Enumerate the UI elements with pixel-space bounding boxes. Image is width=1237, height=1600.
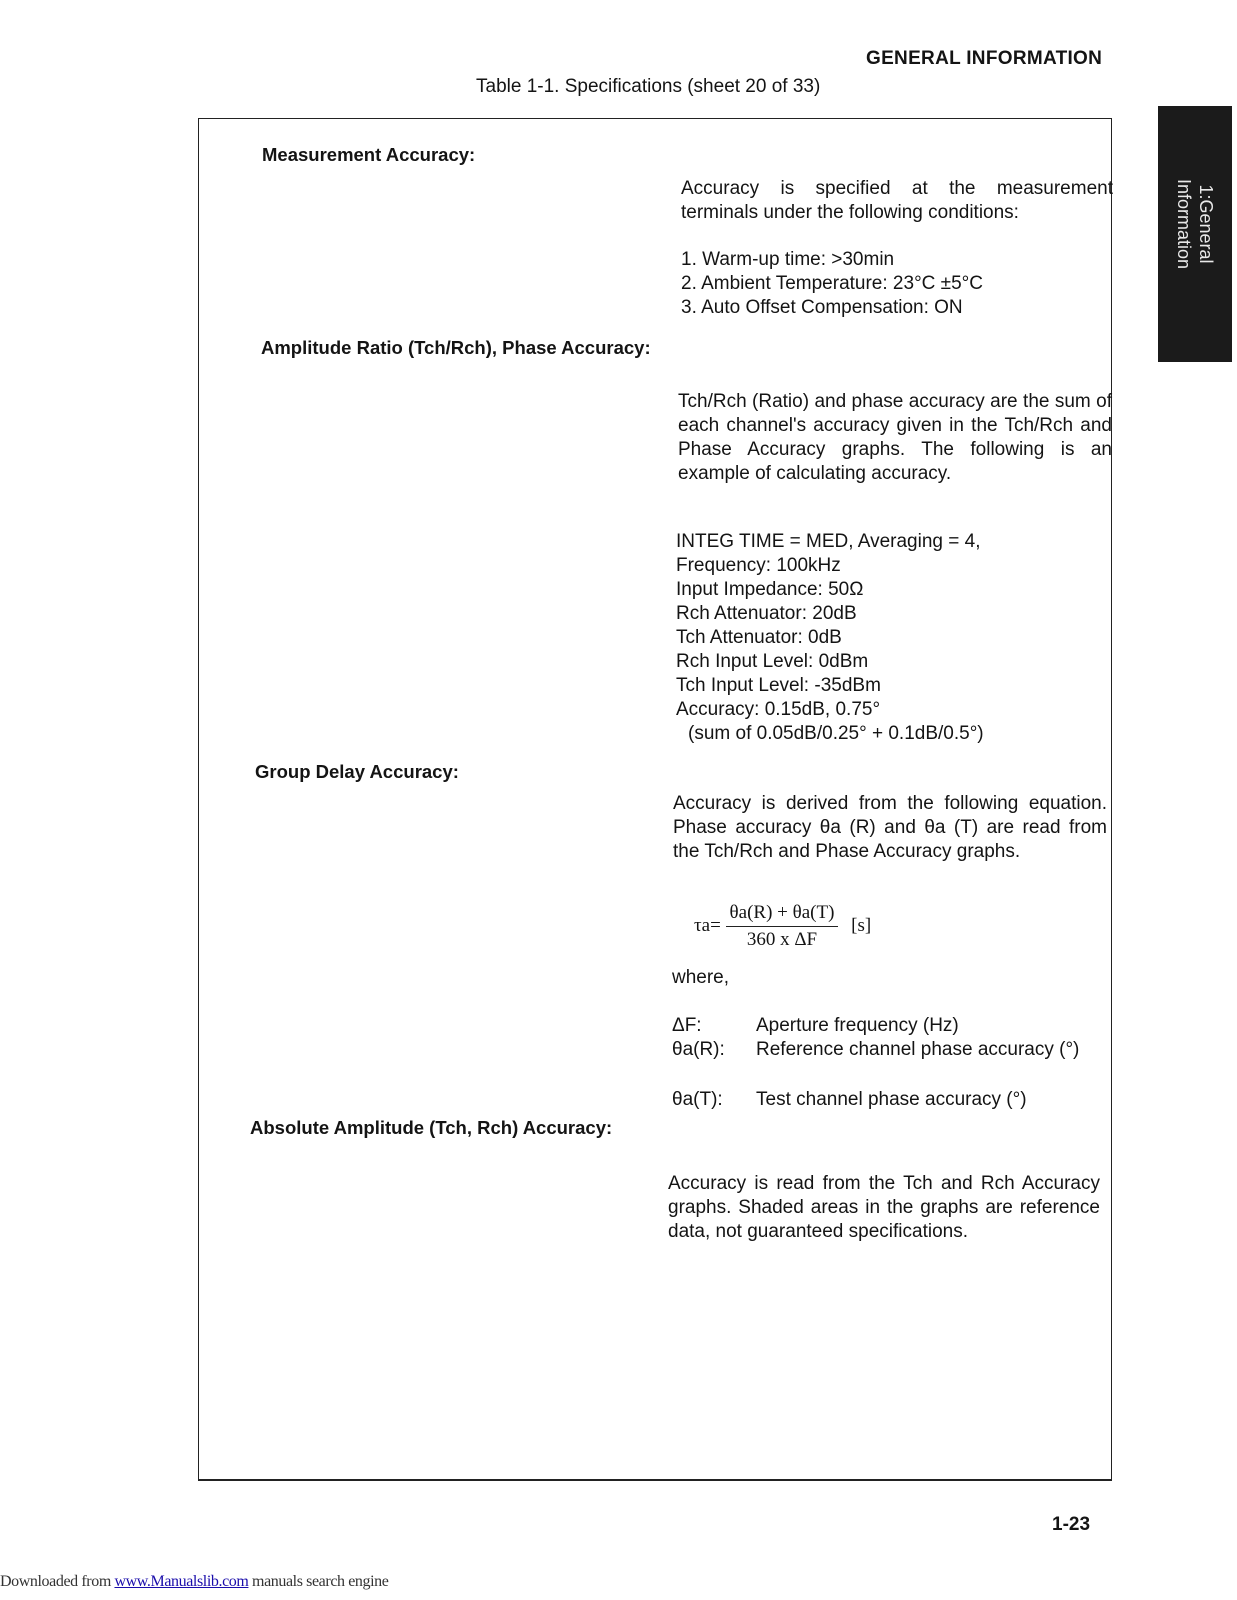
example-line: Rch Attenuator: 20dB [676,603,857,624]
side-tab-line2: Information [1174,178,1194,270]
definition-text: Reference channel phase accuracy (°) [756,1039,1080,1060]
group-delay-intro: Accuracy is derived from the following equation. Phase accuracy θa (R) and θa (T) are read from the Tch/Rch and Phase Accuracy graphs. [673,793,1107,862]
equation-numerator: θa(R) + θa(T) [726,902,839,927]
page-number: 1-23 [1052,1514,1091,1535]
absolute-amplitude-intro: Accuracy is read from the Tch and Rch Accuracy graphs. Shaded areas in the graphs are reference data, not guaranteed specifications. [668,1173,1100,1242]
where-label: where, [672,967,730,988]
example-line: Frequency: 100kHz [676,555,841,576]
measurement-conditions-list [681,248,983,320]
section-side-tab [1158,106,1232,362]
definition-term: ΔF: [672,1015,702,1036]
equation-denominator: 360 x ΔF [746,929,818,950]
definition-term: θa(T): [672,1089,723,1110]
side-tab-line1: 1:General [1196,184,1216,264]
equation-unit: [s] [851,914,872,936]
example-line: Accuracy: 0.15dB, 0.75° [676,699,881,720]
amplitude-ratio-intro: Tch/Rch (Ratio) and phase accuracy are the sum of each channel's accuracy given in the Tch/Rch and Phase Accuracy graphs. The following is an example of calculating accuracy. [678,391,1112,484]
download-footer [0,1573,388,1591]
example-line: Tch Input Level: -35dBm [676,675,881,696]
condition-item: 2. Ambient Temperature: 23°C ±5°C [681,273,983,294]
definition-text: Aperture frequency (Hz) [756,1015,959,1036]
definition-term: θa(R): [672,1039,725,1060]
condition-item: 3. Auto Offset Compensation: ON [681,297,963,318]
table-caption: Table 1-1. Specifications (sheet 20 of 33) [476,76,821,97]
accuracy-example [676,530,984,746]
side-tab-text [1173,179,1217,269]
heading-measurement-accuracy: Measurement Accuracy: [262,144,476,165]
measurement-accuracy-intro: Accuracy is specified at the measurement terminals under the following conditions: [681,178,1113,223]
example-line: (sum of 0.05dB/0.25° + 0.1dB/0.5°) [688,723,984,744]
example-line: INTEG TIME = MED, Averaging = 4, [676,531,981,552]
example-line: Tch Attenuator: 0dB [676,627,842,648]
example-line: Rch Input Level: 0dBm [676,651,869,672]
heading-group-delay: Group Delay Accuracy: [255,761,459,782]
heading-absolute-amplitude: Absolute Amplitude (Tch, Rch) Accuracy: [250,1117,613,1138]
equation-lhs: τa= [694,914,721,936]
footer-suffix: manuals search engine [248,1573,389,1590]
definition-text: Test channel phase accuracy (°) [756,1089,1027,1110]
heading-amplitude-ratio: Amplitude Ratio (Tch/Rch), Phase Accuracy: [261,337,651,358]
section-title: GENERAL INFORMATION [866,48,1103,69]
group-delay-equation [694,902,871,951]
equation-fraction [726,902,839,951]
footer-prefix: Downloaded from [0,1573,115,1590]
definitions-list [672,1014,1112,1114]
manualslib-link[interactable]: www.Manualslib.com [114,1573,249,1590]
condition-item: 1. Warm-up time: >30min [681,249,895,270]
example-line: Input Impedance: 50Ω [676,579,864,600]
